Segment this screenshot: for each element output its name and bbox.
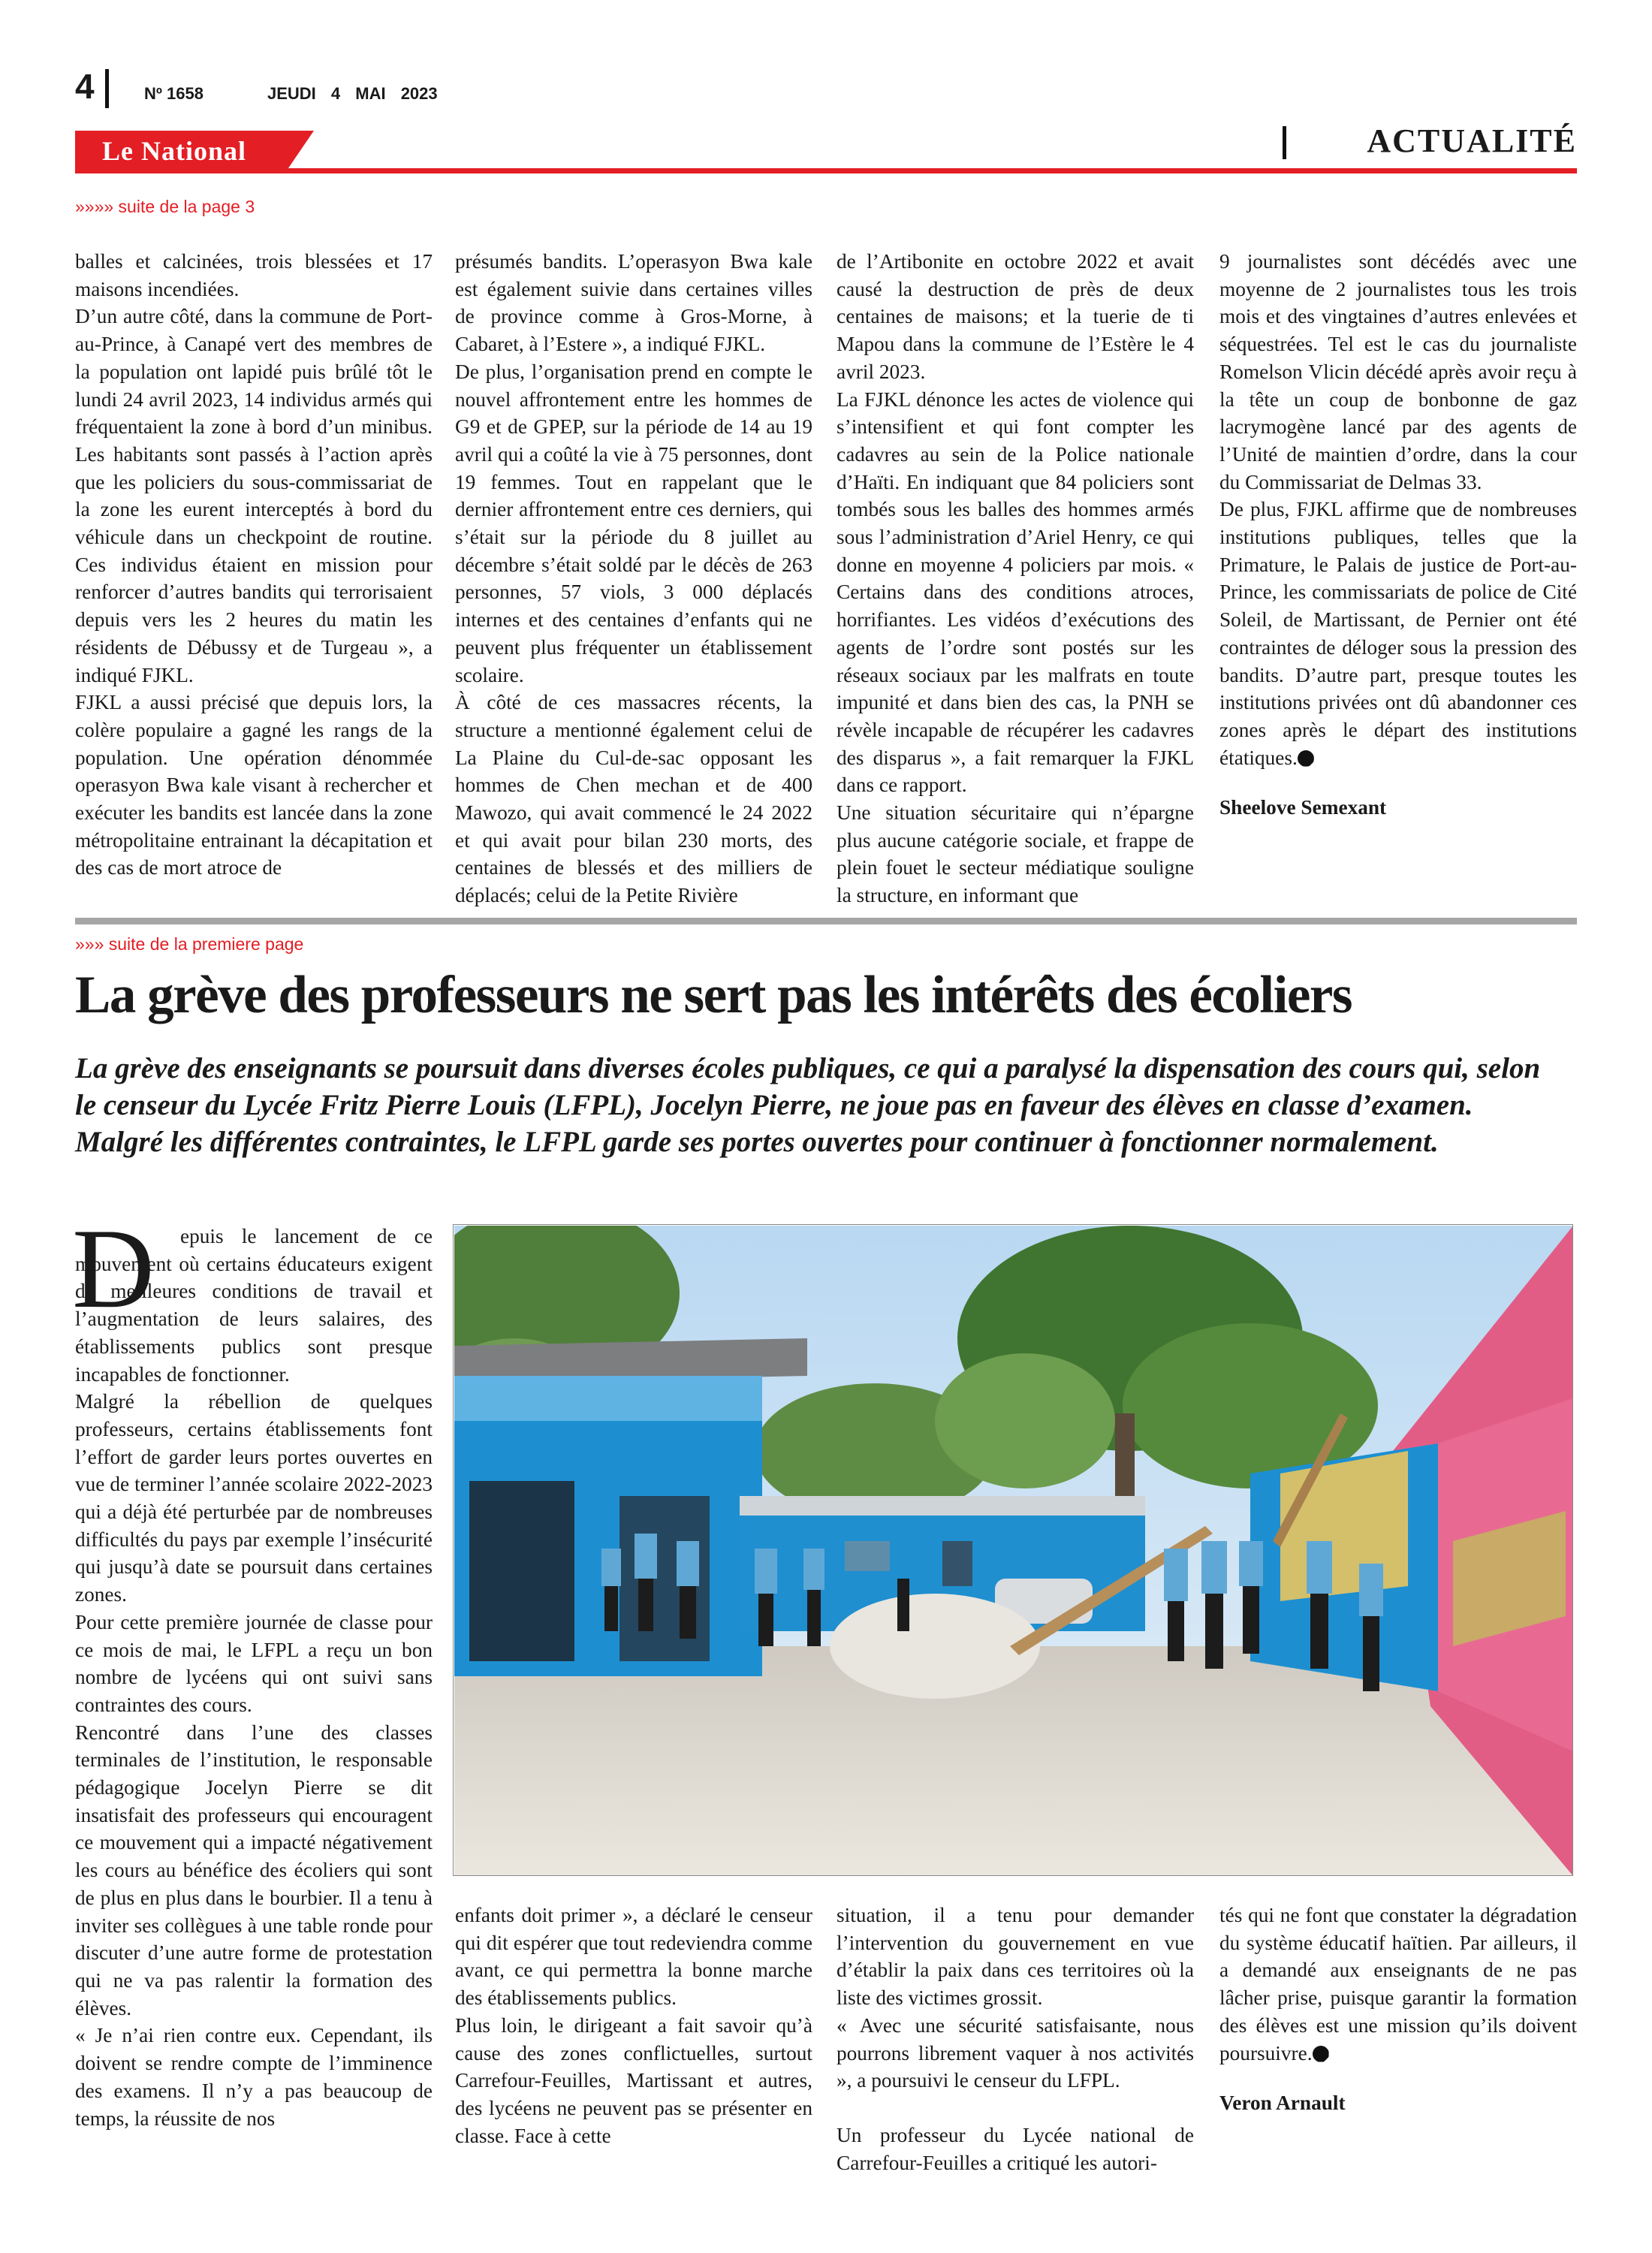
top-article-col-2	[455, 248, 812, 909]
issue-number: Nº 1658	[144, 84, 203, 103]
main-article-col-3	[837, 1902, 1194, 2176]
top-article-col-1	[75, 248, 433, 882]
paragraph: FJKL a aussi précisé que depuis lors, la colère populaire a gagné les rangs de la population. Une opération dénommée operasyon Bwa kale visant à rechercher et exécuter les bandits est lancée dans la zone métropolitaine entrainant la décapitation et des cas de mort atroce de	[75, 691, 433, 879]
section-divider	[1283, 126, 1286, 159]
paragraph-spacer	[837, 2095, 1194, 2122]
paragraph: La FJKL dénonce les actes de violence qui s’intensifient et qui font compter les cadavres au sein de la Police nationale d’Haïti. En indiquant que 84 policiers sont tombés sous les balles des hommes armés sous l’administration d’Ariel Henry, ce qui donne en moyenne 4 policiers par mois. « Certains dans des conditions atroces, horrifiantes. Les vidéos d’exécutions des agents de l’ordre sont postés sur les réseaux sociaux par les malfrats en toute impunité et dans bien des cas, la PNH se révèle incapable de récupérer les cadavres des disparus », a fait remarquer la FJKL dans ce rapport.	[837, 388, 1194, 797]
photo-frame	[453, 1224, 1573, 1876]
paragraph: epuis le lancement de ce mouvement où certains éducateurs exigent de meilleures conditions de travail et l’augmentation de leurs salaires, des établissements publics sont presque incapables de fonctionner.	[75, 1225, 433, 1386]
paragraph: balles et calcinées, trois blessées et 17 maisons incendiées.	[75, 250, 433, 300]
end-mark-icon	[1313, 2046, 1329, 2062]
paragraph: « Avec une sécurité satisfaisante, nous pourrons librement vaquer à nos activités », a poursuivi le censeur du LFPL.	[837, 2013, 1194, 2092]
headline: La grève des professeurs ne sert pas les intérêts des écoliers	[75, 966, 1352, 1024]
header-divider	[105, 69, 109, 108]
paragraph: Malgré la rébellion de quelques professeurs, certains établissements font l’effort de garder leurs portes ouvertes en vue de terminer l’année scolaire 2022-2023 qui a déjà été perturbée par de nombreuses difficultés du pays par exemple l’insécurité qui jusqu’à date se poursuit dans certaines zones.	[75, 1390, 433, 1606]
main-article-col-1	[75, 1223, 433, 2132]
paragraph: À côté de ces massacres récents, la structure a mentionné également celui de La Plaine du Cul-de-sac opposant les hommes de Chen mechan et de 400 Mawozo, qui avait commencé le 24 2022 et qui avait pour bilan 230 morts, des centaines de blessés et des milliers de déplacés; celui de la Petite Rivière	[455, 691, 812, 907]
section-title: ACTUALITÉ	[1367, 122, 1577, 159]
paragraph: enfants doit primer », a déclaré le censeur qui dit espérer que tout redeviendra comme avant, ce qui permettra la bonne marche des établissements publics.	[455, 1904, 812, 2010]
paragraph: de l’Artibonite en octobre 2022 et avait causé la destruction de près de deux centaines de maisons; et la tuerie de ti Mapou dans la commune de l’Estère le 4 avril 2023.	[837, 250, 1194, 383]
paragraph: Plus loin, le dirigeant a fait savoir qu’à cause des zones conflictuelles, surtout Carrefour-Feuilles, Martissant et autres, des lycéens ne peuvent pas se présenter en classe. Face à cette	[455, 2013, 812, 2147]
lede: La grève des enseignants se poursuit dans diverses écoles publiques, ce qui a paralysé la dispensation des cours qui, selon le censeur du Lycée Fritz Pierre Louis (LFPL), Jocelyn Pierre, ne joue pas en faveur des élèves en classe d’examen. Malgré les différentes contraintes, le LFPL garde ses portes ouvertes pour continuer à fonctionner normalement.	[75, 1052, 1541, 1158]
continued-from-label: »»»» suite de la page 3	[75, 197, 255, 216]
paragraph: De plus, FJKL affirme que de nombreuses institutions publiques, telles que la Primature, le Palais de justice de Port-au-Prince, les commissariats de police de Cité Soleil, de Martissant, de Pernier ont été contraintes de déloger sous la pression des bandits. D’autre part, presque toutes les institutions privées ont dû abandonner ces zones après le départ des institutions étatiques.	[1219, 498, 1577, 769]
main-article-col-4	[1219, 1902, 1577, 2117]
main-article-col-2	[455, 1902, 812, 2149]
author-byline: Sheelove Semexant	[1219, 796, 1387, 819]
paragraph: Une situation sécuritaire qui n’épargne plus aucune catégorie sociale, et frappe de plein fouet le secteur médiatique souligne la structure, en informant que	[837, 801, 1194, 907]
header-rule	[75, 168, 1577, 173]
paragraph: présumés bandits. L’operasyon Bwa kale est également suivie dans certaines villes de province comme à Gros-Morne, à Cabaret, à l’Estere », a indiqué FJKL.	[455, 250, 812, 356]
paragraph: De plus, l’organisation prend en compte le nouvel affrontement entre les hommes de G9 et de GPEP, sur la période de 14 au 19 avril qui a coûté la vie à 75 personnes, dont 19 femmes. Tout en rappelant que le dernier affrontement entre ces derniers, qui s’était sur la période du 8 juillet au décembre s’était soldé par le décès de 263 personnes, 57 viols, 3 000 déplacés internes et des centaines d’enfants qui ne peuvent plus fréquenter un établissement scolaire.	[455, 360, 812, 686]
paragraph: D’un autre côté, dans la commune de Port-au-Prince, à Canapé vert des membres de la population ont lapidé puis brûlé tôt le lundi 24 avril 2023, 14 individus armés qui fréquentaient la zone à bord d’un minibus. Les habitants sont passés à l’action après que les policiers du sous-commissariat de la zone les eurent interceptés à bord du véhicule dans un checkpoint de routine. Ces individus étaient en mission pour renforcer d’autres bandits qui terrorisaient depuis vers les 2 heures du matin les résidents de Débussy et de Turgeau », a indiqué FJKL.	[75, 305, 433, 686]
continued-from-label: »»» suite de la premiere page	[75, 934, 304, 954]
page-number: 4	[75, 67, 95, 106]
top-article-col-3	[837, 248, 1194, 909]
end-mark-icon	[1298, 750, 1314, 767]
paragraph: tés qui ne font que constater la dégradation du système éducatif haïtien. Par ailleurs, il a demandé aux enseignants de ne pas lâcher prise, puisque garantir la formation des élèves est une mission qu’ils doivent poursuivre.	[1219, 1904, 1577, 2064]
paragraph: Un professeur du Lycée national de Carrefour-Feuilles a critiqué les autori-	[837, 2123, 1194, 2174]
paragraph: Rencontré dans l’une des classes terminales de l’institution, le responsable pédagogique Jocelyn Pierre se dit insatisfait des professeurs qui encouragent ce mouvement qui a impacté négativement les cours au bénéfice des écoliers qui sont de plus en plus dans le bourbier. Il a tenu à inviter ses collègues à une table ronde pour discuter d’une autre forme de protestation qui ne va pas ralentir la formation des élèves.	[75, 1721, 433, 2019]
article-divider	[75, 918, 1577, 924]
author-byline: Veron Arnault	[1219, 2092, 1346, 2115]
drop-cap: D	[72, 1205, 155, 1332]
paragraph: Pour cette première journée de classe pour ce mois de mai, le LFPL a reçu un bon nombre de lycéens qui ont suivi sans contraintes des cours.	[75, 1610, 433, 1716]
paragraph-with-end	[1219, 1902, 1577, 2067]
paragraph: 9 journalistes sont décédés avec une moyenne de 2 journalistes tous les trois mois et des vingtaines d’autres enlevées et séquestrées. Tel est le cas du journaliste Romelson Vlicin décédé après avoir reçu à la tête un coup de bonbonne de gaz lacrymogène lancé par des agents de l’Unité de maintien d’ordre, dans la cour du Commissariat de Delmas 33.	[1219, 250, 1577, 493]
paragraph-with-end	[1219, 496, 1577, 771]
paragraph: situation, il a tenu pour demander l’intervention du gouvernement en vue d’établir la paix dans ces territoires où la liste des victimes grossit.	[837, 1904, 1194, 2010]
brand-name: Le National	[102, 136, 247, 166]
paragraph: « Je n’ai rien contre eux. Cependant, ils doivent se rendre compte de l’imminence des examens. Il n’y a pas beaucoup de temps, la réussite de nos	[75, 2024, 433, 2130]
issue-date: JEUDI 4 MAI 2023	[267, 84, 438, 103]
top-article-col-4	[1219, 248, 1577, 822]
